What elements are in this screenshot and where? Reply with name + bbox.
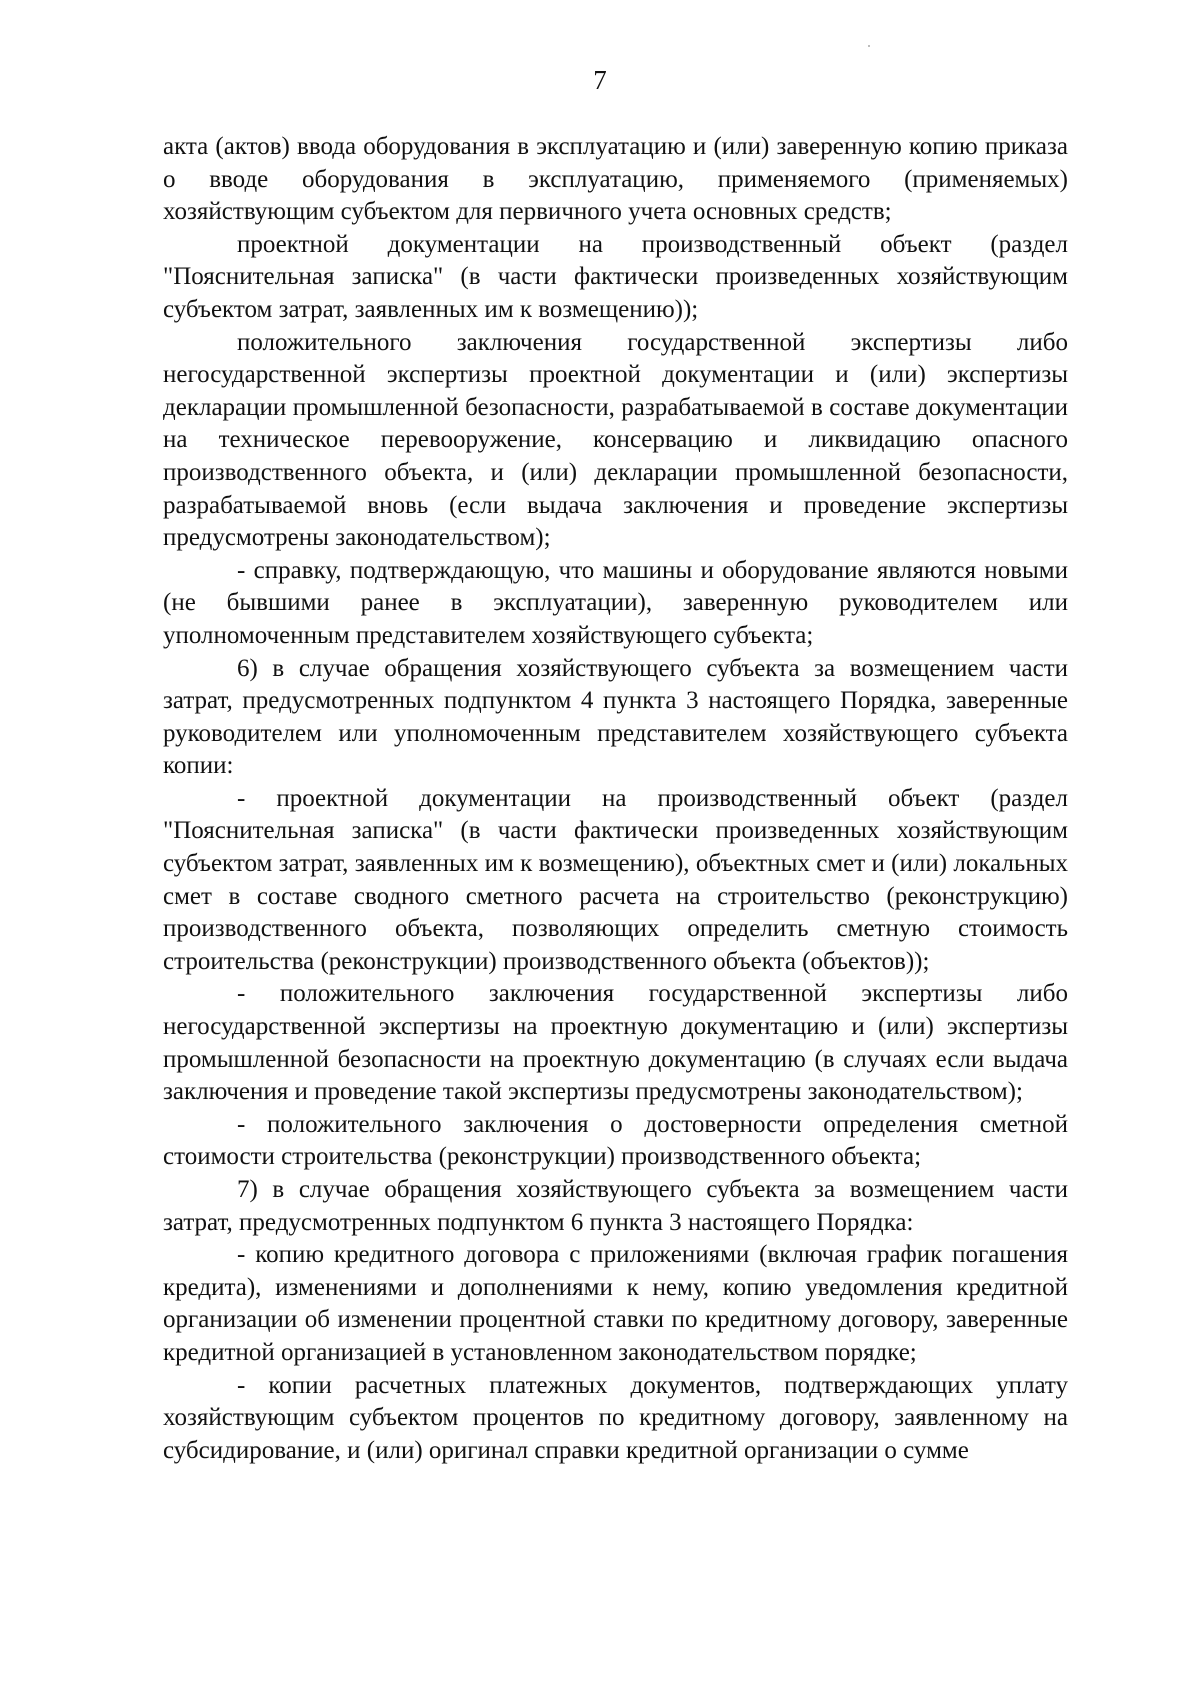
paragraph-state-expertise: - положительного заключения государственной экспертизы либо негосударственной экспертизы на проектную документацию и (или) экспертизы промышленной безопасности на проектную документацию (в случаях если выдача заключения и проведение такой экспертизы предусмотрены законодательством); — [163, 980, 1068, 1106]
paragraph-new-equipment-certificate: - справку, подтверждающую, что машины и оборудование являются новыми (не бывшими ранее в эксплуатации), заверенную руководителем или уполномоченным представителем хозяйствующего субъекта; — [163, 556, 1068, 649]
paragraph-item-6: 6) в случае обращения хозяйствующего субъекта за возмещением части затрат, предусмотренных подпунктом 4 пункта 3 настоящего Порядка, заверенные руководителем или уполномоченным представителем хозяйствующего субъекта копии: — [163, 654, 1068, 780]
paragraph-credit-agreement: - копию кредитного договора с приложениями (включая график погашения кредита), изменениями и дополнениями к нему, копию уведомления кредитной организации об изменении процентной ставки по кредитному договору, заверенные кредитной организацией в установленном законодательством порядке; — [163, 1241, 1068, 1366]
paragraph-payment-documents: - копии расчетных платежных документов, подтверждающих уплату хозяйствующим субъектом процентов по кредитному договору, заявленному на субсидирование, и (или) оригинал справки кредитной организации о сумме — [163, 1371, 1068, 1464]
paragraph-estimate-reliability: - положительного заключения о достоверности определения сметной стоимости строительства (реконструкции) производственного объекта; — [163, 1110, 1068, 1171]
page-number: 7 — [593, 65, 607, 95]
document-body — [163, 131, 1068, 1467]
paragraph-item-7: 7) в случае обращения хозяйствующего субъекта за возмещением части затрат, предусмотренных подпунктом 6 пункта 3 настоящего Порядка: — [163, 1176, 1068, 1236]
paragraph-project-documentation-estimates: - проектной документации на производственный объект (раздел "Пояснительная записка" (в части фактически произведенных хозяйствующим субъектом затрат, заявленных им к возмещению), объектных смет и (или) локальных смет в составе сводного сметного расчета на строительство (реконструкцию) производственного объекта, позволяющих определить сметную стоимость строительства (реконструкции) производственного объекта (объектов)); — [163, 784, 1068, 975]
scan-speck — [868, 45, 870, 47]
paragraph-act-of-commissioning: акта (актов) ввода оборудования в эксплуатацию и (или) заверенную копию приказа о вводе оборудования в эксплуатацию, применяемого (применяемых) хозяйствующим субъектом для первичного учета основных средств; — [163, 133, 1068, 226]
paragraph-project-documentation: проектной документации на производственный объект (раздел "Пояснительная записка" (в части фактически произведенных хозяйствующим субъектом затрат, заявленных им к возмещению)); — [163, 230, 1068, 323]
paragraph-expertise-conclusion: положительного заключения государственной экспертизы либо негосударственной экспертизы проектной документации и (или) экспертизы декларации промышленной безопасности, разрабатываемой в составе документации на техническое перевооружение, консервацию и ликвидацию опасного производственного объекта, и (или) декларации промышленной безопасности, разрабатываемой вновь (если выдача заключения и проведение экспертизы предусмотрены законодательством); — [163, 328, 1068, 552]
